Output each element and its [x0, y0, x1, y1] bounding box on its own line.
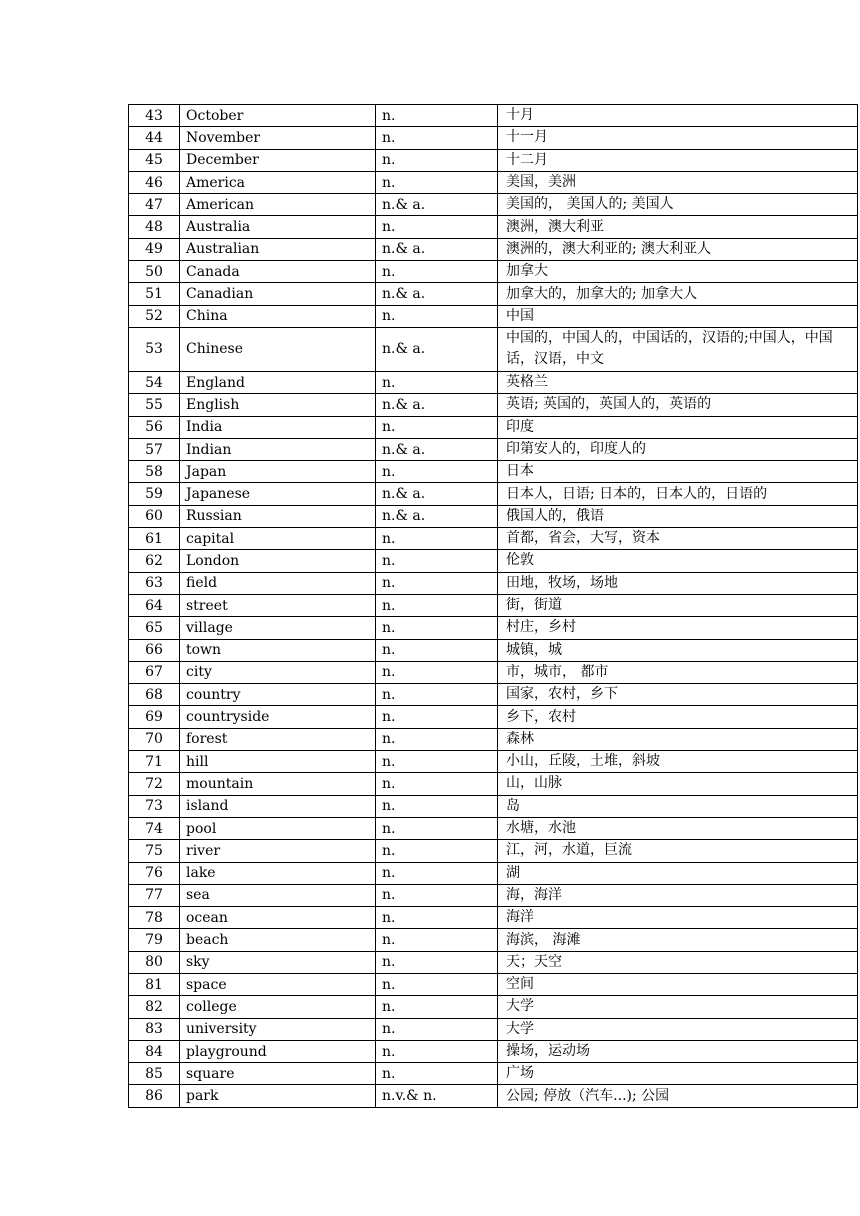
row-number: 71 [129, 751, 180, 773]
row-word: beach [180, 929, 376, 951]
row-number: 70 [129, 728, 180, 750]
row-part-of-speech: n. [376, 773, 498, 795]
row-part-of-speech: n. [376, 305, 498, 327]
row-word: mountain [180, 773, 376, 795]
row-number: 51 [129, 283, 180, 305]
row-part-of-speech: n.& a. [376, 238, 498, 260]
row-word: Japanese [180, 483, 376, 505]
row-part-of-speech: n. [376, 371, 498, 393]
row-meaning: 海滨， 海滩 [498, 929, 858, 951]
row-meaning: 小山，丘陵，土堆，斜坡 [498, 751, 858, 773]
row-part-of-speech: n. [376, 149, 498, 171]
row-meaning: 中国 [498, 305, 858, 327]
row-meaning: 澳洲的，澳大利亚的; 澳大利亚人 [498, 238, 858, 260]
row-number: 76 [129, 862, 180, 884]
row-word: city [180, 661, 376, 683]
row-word: town [180, 639, 376, 661]
row-number: 72 [129, 773, 180, 795]
row-number: 75 [129, 840, 180, 862]
row-part-of-speech: n. [376, 617, 498, 639]
row-number: 49 [129, 238, 180, 260]
row-number: 55 [129, 394, 180, 416]
row-part-of-speech: n. [376, 862, 498, 884]
row-number: 44 [129, 127, 180, 149]
row-number: 69 [129, 706, 180, 728]
table-row [129, 438, 858, 460]
row-number: 56 [129, 416, 180, 438]
row-word: university [180, 1018, 376, 1040]
table-row [129, 194, 858, 216]
row-part-of-speech: n. [376, 171, 498, 193]
row-part-of-speech: n. [376, 684, 498, 706]
row-word: Australia [180, 216, 376, 238]
row-number: 83 [129, 1018, 180, 1040]
row-meaning: 十月 [498, 105, 858, 127]
row-word: hill [180, 751, 376, 773]
row-number: 79 [129, 929, 180, 951]
row-part-of-speech: n.& a. [376, 505, 498, 527]
row-word: London [180, 550, 376, 572]
row-part-of-speech: n. [376, 661, 498, 683]
table-row [129, 483, 858, 505]
table-row [129, 327, 858, 371]
row-number: 52 [129, 305, 180, 327]
row-meaning: 十一月 [498, 127, 858, 149]
row-word: ocean [180, 907, 376, 929]
table-row [129, 305, 858, 327]
table-row [129, 550, 858, 572]
row-number: 60 [129, 505, 180, 527]
table-row [129, 1085, 858, 1107]
row-word: countryside [180, 706, 376, 728]
row-part-of-speech: n. [376, 105, 498, 127]
row-meaning: 公园; 停放（汽车...); 公园 [498, 1085, 858, 1107]
row-number: 66 [129, 639, 180, 661]
table-row [129, 996, 858, 1018]
table-row [129, 840, 858, 862]
row-meaning: 十二月 [498, 149, 858, 171]
row-meaning: 加拿大的，加拿大的; 加拿大人 [498, 283, 858, 305]
table-row [129, 973, 858, 995]
row-number: 62 [129, 550, 180, 572]
row-part-of-speech: n. [376, 1040, 498, 1062]
row-word: capital [180, 528, 376, 550]
row-word: England [180, 371, 376, 393]
row-part-of-speech: n. [376, 639, 498, 661]
row-number: 45 [129, 149, 180, 171]
row-part-of-speech: n. [376, 884, 498, 906]
row-meaning: 湖 [498, 862, 858, 884]
table-row [129, 929, 858, 951]
table-row [129, 728, 858, 750]
row-number: 57 [129, 438, 180, 460]
row-part-of-speech: n. [376, 728, 498, 750]
row-number: 54 [129, 371, 180, 393]
row-meaning: 广场 [498, 1063, 858, 1085]
row-part-of-speech: n. [376, 550, 498, 572]
row-number: 86 [129, 1085, 180, 1107]
row-meaning: 日本人，日语; 日本的，日本人的，日语的 [498, 483, 858, 505]
row-word: village [180, 617, 376, 639]
row-word: Canada [180, 261, 376, 283]
row-word: street [180, 594, 376, 616]
row-meaning: 江，河，水道，巨流 [498, 840, 858, 862]
row-meaning: 水塘，水池 [498, 817, 858, 839]
row-word: playground [180, 1040, 376, 1062]
row-part-of-speech: n. [376, 996, 498, 1018]
row-word: field [180, 572, 376, 594]
table-row [129, 261, 858, 283]
row-number: 63 [129, 572, 180, 594]
table-row [129, 394, 858, 416]
row-part-of-speech: n.& a. [376, 438, 498, 460]
row-part-of-speech: n. [376, 1018, 498, 1040]
row-number: 68 [129, 684, 180, 706]
table-row [129, 951, 858, 973]
row-word: college [180, 996, 376, 1018]
table-row [129, 171, 858, 193]
row-part-of-speech: n.& a. [376, 194, 498, 216]
row-part-of-speech: n. [376, 907, 498, 929]
row-word: America [180, 171, 376, 193]
row-number: 73 [129, 795, 180, 817]
row-meaning: 山，山脉 [498, 773, 858, 795]
row-part-of-speech: n. [376, 416, 498, 438]
table-row [129, 572, 858, 594]
table-row [129, 684, 858, 706]
row-number: 78 [129, 907, 180, 929]
row-number: 59 [129, 483, 180, 505]
row-part-of-speech: n.& a. [376, 394, 498, 416]
table-row [129, 283, 858, 305]
row-word: Australian [180, 238, 376, 260]
row-meaning: 城镇，城 [498, 639, 858, 661]
table-row [129, 371, 858, 393]
row-meaning: 俄国人的，俄语 [498, 505, 858, 527]
row-meaning: 伦敦 [498, 550, 858, 572]
row-word: island [180, 795, 376, 817]
table-row [129, 127, 858, 149]
row-meaning: 街，街道 [498, 594, 858, 616]
row-meaning: 中国的，中国人的，中国话的，汉语的;中国人，中国话，汉语，中文 [498, 327, 858, 371]
row-word: October [180, 105, 376, 127]
table-row [129, 216, 858, 238]
row-number: 77 [129, 884, 180, 906]
row-meaning: 英语; 英国的，英国人的，英语的 [498, 394, 858, 416]
row-number: 67 [129, 661, 180, 683]
table-row [129, 1040, 858, 1062]
row-word: Japan [180, 461, 376, 483]
row-word: lake [180, 862, 376, 884]
table-row [129, 505, 858, 527]
row-meaning: 空间 [498, 973, 858, 995]
row-word: sky [180, 951, 376, 973]
vocabulary-table-body [129, 105, 858, 1108]
row-part-of-speech: n. [376, 216, 498, 238]
row-meaning: 首都，省会，大写，资本 [498, 528, 858, 550]
row-meaning: 大学 [498, 1018, 858, 1040]
table-row [129, 706, 858, 728]
row-part-of-speech: n. [376, 951, 498, 973]
row-number: 58 [129, 461, 180, 483]
table-row [129, 1063, 858, 1085]
row-word: park [180, 1085, 376, 1107]
row-meaning: 岛 [498, 795, 858, 817]
table-row [129, 751, 858, 773]
row-meaning: 田地，牧场，场地 [498, 572, 858, 594]
table-row [129, 149, 858, 171]
row-number: 82 [129, 996, 180, 1018]
row-number: 84 [129, 1040, 180, 1062]
row-word: December [180, 149, 376, 171]
row-meaning: 村庄，乡村 [498, 617, 858, 639]
row-meaning: 印度 [498, 416, 858, 438]
row-part-of-speech: n. [376, 929, 498, 951]
row-part-of-speech: n. [376, 528, 498, 550]
row-meaning: 日本 [498, 461, 858, 483]
row-meaning: 国家，农村，乡下 [498, 684, 858, 706]
row-word: Chinese [180, 327, 376, 371]
row-number: 74 [129, 817, 180, 839]
row-meaning: 操场，运动场 [498, 1040, 858, 1062]
vocabulary-table [128, 104, 858, 1108]
row-part-of-speech: n. [376, 572, 498, 594]
table-row [129, 773, 858, 795]
row-part-of-speech: n. [376, 795, 498, 817]
table-row [129, 594, 858, 616]
table-row [129, 884, 858, 906]
row-part-of-speech: n. [376, 973, 498, 995]
row-number: 47 [129, 194, 180, 216]
table-row [129, 461, 858, 483]
row-number: 85 [129, 1063, 180, 1085]
table-row [129, 817, 858, 839]
table-row [129, 617, 858, 639]
row-number: 64 [129, 594, 180, 616]
row-number: 48 [129, 216, 180, 238]
row-part-of-speech: n. [376, 261, 498, 283]
table-row [129, 862, 858, 884]
row-meaning: 海，海洋 [498, 884, 858, 906]
row-number: 46 [129, 171, 180, 193]
row-meaning: 天；天空 [498, 951, 858, 973]
row-part-of-speech: n. [376, 461, 498, 483]
row-word: sea [180, 884, 376, 906]
row-meaning: 英格兰 [498, 371, 858, 393]
row-number: 81 [129, 973, 180, 995]
row-meaning: 美国，美洲 [498, 171, 858, 193]
row-word: Canadian [180, 283, 376, 305]
row-part-of-speech: n.& a. [376, 483, 498, 505]
row-part-of-speech: n.v.& n. [376, 1085, 498, 1107]
row-word: November [180, 127, 376, 149]
row-part-of-speech: n. [376, 817, 498, 839]
row-meaning: 澳洲，澳大利亚 [498, 216, 858, 238]
row-word: China [180, 305, 376, 327]
row-word: pool [180, 817, 376, 839]
row-meaning: 森林 [498, 728, 858, 750]
row-word: square [180, 1063, 376, 1085]
row-word: river [180, 840, 376, 862]
table-row [129, 416, 858, 438]
table-row [129, 661, 858, 683]
table-row [129, 528, 858, 550]
row-part-of-speech: n. [376, 594, 498, 616]
row-part-of-speech: n.& a. [376, 327, 498, 371]
table-row [129, 238, 858, 260]
row-word: country [180, 684, 376, 706]
row-number: 65 [129, 617, 180, 639]
row-word: Indian [180, 438, 376, 460]
row-part-of-speech: n. [376, 706, 498, 728]
row-number: 80 [129, 951, 180, 973]
row-part-of-speech: n. [376, 751, 498, 773]
row-word: English [180, 394, 376, 416]
row-meaning: 市，城市， 都市 [498, 661, 858, 683]
table-row [129, 1018, 858, 1040]
table-row [129, 105, 858, 127]
row-part-of-speech: n. [376, 1063, 498, 1085]
row-part-of-speech: n. [376, 840, 498, 862]
row-meaning: 美国的， 美国人的; 美国人 [498, 194, 858, 216]
row-word: space [180, 973, 376, 995]
row-part-of-speech: n. [376, 127, 498, 149]
row-number: 61 [129, 528, 180, 550]
row-number: 43 [129, 105, 180, 127]
row-meaning: 印第安人的，印度人的 [498, 438, 858, 460]
row-meaning: 乡下，农村 [498, 706, 858, 728]
row-word: Russian [180, 505, 376, 527]
table-row [129, 795, 858, 817]
table-row [129, 639, 858, 661]
row-meaning: 加拿大 [498, 261, 858, 283]
row-number: 50 [129, 261, 180, 283]
row-word: India [180, 416, 376, 438]
row-word: American [180, 194, 376, 216]
row-number: 53 [129, 327, 180, 371]
row-meaning: 海洋 [498, 907, 858, 929]
row-part-of-speech: n.& a. [376, 283, 498, 305]
row-meaning: 大学 [498, 996, 858, 1018]
table-row [129, 907, 858, 929]
row-word: forest [180, 728, 376, 750]
